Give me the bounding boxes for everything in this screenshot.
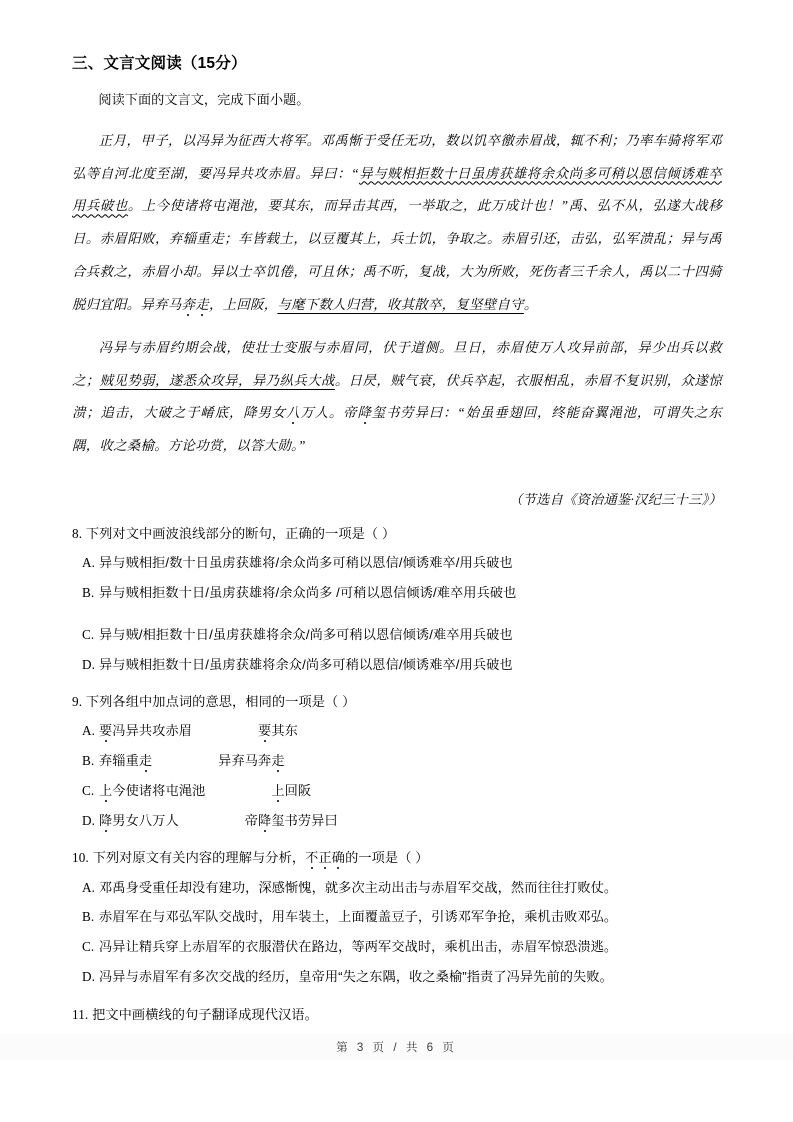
question-11-stem bbox=[72, 1003, 722, 1026]
passage-text-4: 。 bbox=[523, 296, 538, 312]
classical-passage-paragraph-1 bbox=[72, 125, 722, 322]
passage-text-3: ，上回阪， bbox=[208, 296, 278, 312]
question-8-number: 8. bbox=[72, 526, 83, 542]
option-letter-c: C. bbox=[82, 782, 95, 798]
option-letter-d: D. bbox=[82, 656, 96, 672]
option-letter-b: B. bbox=[82, 584, 95, 600]
option-text-c: 异与贼/相拒数十日/虽虏获雄将余众/尚多可稍以恩信倾诱/难卒用兵破也 bbox=[99, 626, 513, 642]
col1-post: 男女八万人 bbox=[112, 812, 179, 828]
option-letter-d: D. bbox=[82, 812, 96, 828]
option-letter-a: A. bbox=[82, 723, 96, 739]
page-content bbox=[72, 52, 722, 1059]
option-letter-a: A. bbox=[82, 879, 96, 895]
underlined-clause-1: 与麾下数人归营，收其散卒，复坚壁自守 bbox=[277, 296, 524, 312]
option-letter-b: B. bbox=[82, 753, 95, 769]
question-10-stem bbox=[72, 846, 722, 869]
col2-dotted-char: 上 bbox=[271, 782, 285, 798]
option-letter-c: C. bbox=[82, 626, 95, 642]
question-8-text: 下列对文中画波浪线部分的断句，正确的一项是（ ） bbox=[85, 526, 396, 542]
question-11-number: 11. bbox=[72, 1006, 89, 1022]
underlined-clause-2: 贼见势弱，遂悉众攻异，异乃纵兵大战 bbox=[99, 372, 335, 388]
question-8-option-c[interactable] bbox=[82, 623, 722, 647]
reading-instruction: 阅读下面的文言文，完成下面小题。 bbox=[98, 92, 310, 108]
question-10-option-a[interactable] bbox=[82, 876, 722, 900]
option-a-col1 bbox=[99, 723, 192, 738]
option-letter-d: D. bbox=[82, 968, 96, 984]
option-b-col1 bbox=[99, 753, 152, 768]
classical-passage-paragraph-2 bbox=[72, 332, 722, 463]
question-10-option-b[interactable] bbox=[82, 905, 722, 929]
col2-post: 玺书劳异曰 bbox=[271, 812, 338, 828]
option-text-d: 冯异与赤眉军有多次交战的经历，皇帝用“失之东隅，收之桑榆”指责了冯异先前的失败。 bbox=[99, 968, 613, 984]
col1-dotted-char: 上 bbox=[99, 782, 113, 798]
col1-dotted-char: 走 bbox=[138, 753, 153, 769]
passage-text-5: 冯异与赤眉约期会战，使壮士变服与赤眉同，伏于道侧。旦日，赤眉使万人攻异前部，异少出兵以救之； bbox=[72, 339, 722, 388]
col2-dotted-char: 走 bbox=[271, 753, 285, 769]
question-9-option-d[interactable] bbox=[82, 809, 722, 833]
col2-pre: 帝 bbox=[244, 812, 259, 828]
option-text-a: 异与贼相拒/数十日虽虏获雄将/余众尚多可稍以恩信/倾诱难卒/用兵破也 bbox=[99, 555, 513, 571]
option-text-d: 异与贼相拒数十日/虽虏获雄将余众/尚多可稍以恩信/倾诱难卒/用兵破也 bbox=[99, 656, 513, 672]
passage-text-1: 正月，甲子，以冯异为征西大将军。邓禹惭于受任无功，数以饥卒徼赤眉战，辄不利；乃率车骑将军邓弘等自河北度至湖，要冯异共攻赤眉。异曰：“ bbox=[72, 132, 722, 181]
question-8-stem bbox=[72, 522, 722, 545]
col1-pre: 弃辎重 bbox=[99, 753, 139, 769]
col2-pre: 异弃马奔 bbox=[218, 753, 272, 769]
question-10-text-pre: 下列对原文有关内容的理解与分析， bbox=[92, 850, 306, 866]
dotted-word-benzou: 奔走 bbox=[181, 296, 209, 312]
passage-text-7: 。 bbox=[328, 405, 344, 421]
question-10-number: 10. bbox=[72, 850, 89, 866]
source-attribution: （节选自《资治通鉴·汉纪三十三》） bbox=[509, 492, 722, 508]
question-8-option-b[interactable] bbox=[82, 581, 722, 605]
option-text-b: 赤眉军在与邓弘军队交战时，用车装土，上面覆盖豆子，引诱邓军争抢，乘机击败邓弘。 bbox=[99, 909, 618, 925]
question-9-option-a[interactable] bbox=[82, 719, 722, 743]
col1-dotted-char: 降 bbox=[99, 812, 113, 828]
passage-text-2: 。上今使诸将屯渑池，要其东，而异击其西，一举取之，此万成计也！”禹、弘不从，弘遂大战移日。赤眉阳败，弃辎重走；车皆载土，以豆覆其上，兵士饥，争取之。赤眉引还，击弘，弘军溃乱；异与禹合兵救之，赤眉小却。异以士卒饥倦，可且休；禹不听，复战，大为所败，死伤者三千余人，禹以二十四骑脱归宜阳。异弃马 bbox=[72, 198, 723, 312]
col1-post: 今使诸将屯渑池 bbox=[112, 782, 206, 798]
option-letter-b: B. bbox=[82, 909, 95, 925]
col2-dotted-char: 要 bbox=[258, 723, 272, 739]
dotted-word-bawanren: 八万人 bbox=[286, 405, 329, 421]
option-a-col2 bbox=[258, 719, 298, 743]
question-10-text-post: 的一项是（ ） bbox=[345, 850, 429, 866]
question-9-option-b[interactable] bbox=[82, 749, 722, 773]
question-10-dotted-emphasis: 不正确 bbox=[305, 850, 346, 866]
col1-post: 冯异共攻赤眉 bbox=[112, 723, 193, 739]
option-d-col2 bbox=[245, 809, 338, 833]
col2-dotted-char: 降 bbox=[258, 812, 272, 828]
passage-text-8: 玺书劳异曰：“始虽垂翅回，终能奋翼渑池，可谓失之东隅，收之桑榆。方论功赏，以答大勋。” bbox=[72, 405, 722, 454]
passage-text-6: 。日昃，贼气衰，伏兵卒起，衣服相乱，赤眉不复识别，众遂惊溃；追击，大破之于崤底，降男女 bbox=[72, 372, 722, 421]
option-c-col1 bbox=[99, 783, 205, 798]
question-10-option-c[interactable] bbox=[82, 935, 722, 959]
option-d-col1 bbox=[99, 813, 179, 828]
page-footer bbox=[0, 1034, 793, 1060]
wavy-underlined-clause: 异与贼相拒数十日虽虏获雄将余众尚多可稍以恩信倾诱难卒用兵破也 bbox=[72, 165, 722, 214]
section-title: 三、文言文阅读（15分） bbox=[72, 55, 247, 72]
option-letter-c: C. bbox=[82, 939, 95, 955]
dotted-word-dijiang: 帝降 bbox=[343, 405, 372, 421]
option-letter-a: A. bbox=[82, 555, 96, 571]
question-8-option-a[interactable] bbox=[82, 551, 722, 575]
question-10-option-d[interactable] bbox=[82, 965, 722, 989]
option-text-a: 邓禹身受重任却没有建功，深感惭愧，就多次主动出击与赤眉军交战，然而往往打败仗。 bbox=[99, 879, 618, 895]
col2-post: 其东 bbox=[271, 723, 298, 739]
col1-dotted-char: 要 bbox=[99, 723, 113, 739]
col2-post: 回阪 bbox=[284, 782, 312, 798]
question-9-stem bbox=[72, 690, 722, 713]
question-9-text: 下列各组中加点词的意思，相同的一项是（ ） bbox=[85, 694, 356, 710]
question-11-text: 把文中画横线的句子翻译成现代汉语。 bbox=[92, 1006, 318, 1022]
question-9-option-c[interactable] bbox=[82, 779, 722, 803]
question-9-number: 9. bbox=[72, 694, 83, 710]
option-c-col2 bbox=[271, 779, 311, 803]
option-b-col2 bbox=[218, 749, 284, 773]
page-number-text: 第 3 页 / 共 6 页 bbox=[336, 1041, 457, 1054]
option-text-c: 冯异让精兵穿上赤眉军的衣服潜伏在路边，等两军交战时，乘机出击，赤眉军惊恐溃逃。 bbox=[99, 939, 618, 955]
option-text-b: 异与贼相拒数十日/虽虏获雄将/余众尚多 /可稍以恩信倾诱/难卒用兵破也 bbox=[99, 584, 517, 600]
question-8-option-d[interactable] bbox=[82, 653, 722, 677]
